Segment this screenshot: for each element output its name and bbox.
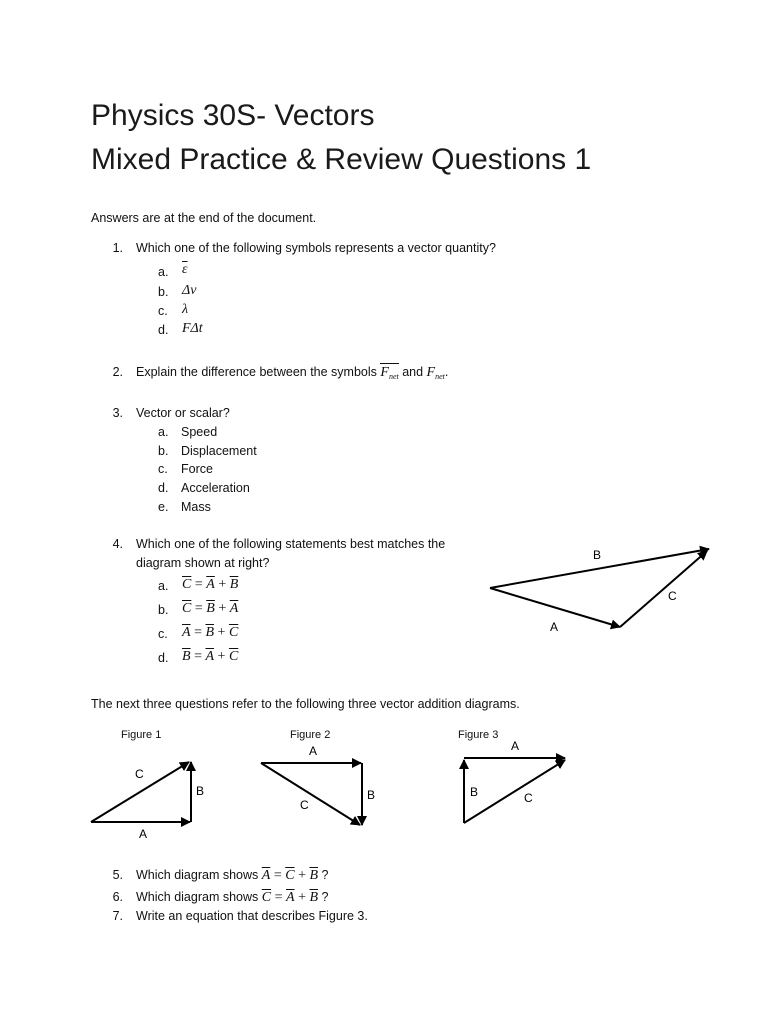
intro-text: Answers are at the end of the document.: [91, 211, 317, 225]
figure-3-diagram: [455, 737, 585, 832]
figure-2-label-b: B: [367, 788, 376, 802]
q4-option-a-letter: a.: [158, 579, 169, 593]
q3-option-c-letter: c.: [158, 462, 168, 476]
q3-number: 3.: [112, 406, 123, 420]
page-subtitle: Mixed Practice & Review Questions 1: [91, 143, 592, 176]
q3-option-a-letter: a.: [158, 425, 169, 439]
q1-option-a-letter: a.: [158, 265, 169, 279]
q1-option-a: $\overline{\varepsilon}$: [182, 262, 188, 277]
figure-1-label-b: B: [196, 784, 205, 798]
q4-option-b-letter: b.: [158, 603, 169, 617]
q2-symbol-vector: $F_{net}$: [380, 365, 399, 381]
q4-option-b: $\overline{C} = \overline{B} + \overline{A}$: [182, 601, 239, 616]
q3-option-e: Mass: [181, 500, 211, 514]
q4-option-c-letter: c.: [158, 627, 168, 641]
page-title: Physics 30S- Vectors: [91, 99, 375, 132]
figure-3-label-b: B: [470, 785, 479, 799]
q3-option-e-letter: e.: [158, 500, 169, 514]
q1-option-b: Δv: [182, 283, 197, 298]
q6-number: 6.: [112, 890, 123, 904]
q2-text: Explain the difference between the symbols $F_{net}$ and $F_{net}$.: [136, 365, 449, 381]
figure-3-label-a: A: [511, 739, 520, 753]
q4-vector-diagram: [480, 540, 720, 640]
q4-text-line2: diagram shown at right?: [136, 556, 270, 570]
q7-text: Write an equation that describes Figure 3.: [136, 909, 368, 923]
figure-1-diagram: [85, 750, 215, 845]
q2-number: 2.: [112, 365, 123, 379]
q2-symbol-scalar: $F_{net}$: [426, 365, 445, 381]
q3-option-c: Force: [181, 462, 213, 476]
q4-label-c: C: [668, 589, 677, 603]
q6-text: Which diagram shows $\overline{C} = \overline{A} + \overline{B}$ ?: [136, 890, 329, 905]
q3-option-a: Speed: [181, 425, 218, 439]
figure-2-label-a: A: [309, 744, 318, 758]
figure-2-diagram: [255, 740, 385, 835]
q3-option-d: Acceleration: [181, 481, 250, 495]
q5-text: Which diagram shows $\overline{A} = \overline{C} + \overline{B}$ ?: [136, 868, 329, 883]
q4-label-b: B: [593, 548, 602, 562]
q1-text: Which one of the following symbols represents a vector quantity?: [136, 241, 496, 255]
q1-option-b-letter: b.: [158, 285, 169, 299]
q1-option-c: λ: [182, 302, 189, 317]
q4-text-line1: Which one of the following statements best matches the: [136, 537, 446, 551]
q3-option-b: Displacement: [181, 444, 257, 458]
q3-option-b-letter: b.: [158, 444, 169, 458]
figure-2-label-c: C: [300, 798, 309, 812]
figure-3-label-c: C: [524, 791, 533, 805]
q4-number: 4.: [112, 537, 123, 551]
q1-option-d: FΔt: [182, 321, 203, 336]
figure-3-caption: Figure 3: [458, 729, 499, 741]
q4-label-a: A: [550, 620, 559, 634]
q5-number: 5.: [112, 868, 123, 882]
q4-option-a: $\overline{C} = \overline{A} + \overline{B}$: [182, 577, 239, 592]
figure-1-label-a: A: [139, 827, 148, 841]
figure-1-caption: Figure 1: [121, 729, 162, 741]
figure-2-caption: Figure 2: [290, 729, 331, 741]
q1-number: 1.: [112, 241, 123, 255]
q4-option-d: $\overline{B} = \overline{A} + \overline{C}$: [182, 649, 239, 664]
figure-1-label-c: C: [135, 767, 144, 781]
q3-option-d-letter: d.: [158, 481, 169, 495]
q7-number: 7.: [112, 909, 123, 923]
q4-option-d-letter: d.: [158, 651, 169, 665]
q4-option-c: $\overline{A} = \overline{B} + \overline{C}$: [182, 625, 239, 640]
q1-option-d-letter: d.: [158, 323, 169, 337]
figure-3-vector-c: [464, 760, 565, 823]
q3-text: Vector or scalar?: [136, 406, 230, 420]
figure-2-vector-c: [261, 763, 360, 825]
figures-intro-text: The next three questions refer to the following three vector addition diagrams.: [91, 697, 520, 711]
q1-option-c-letter: c.: [158, 304, 168, 318]
